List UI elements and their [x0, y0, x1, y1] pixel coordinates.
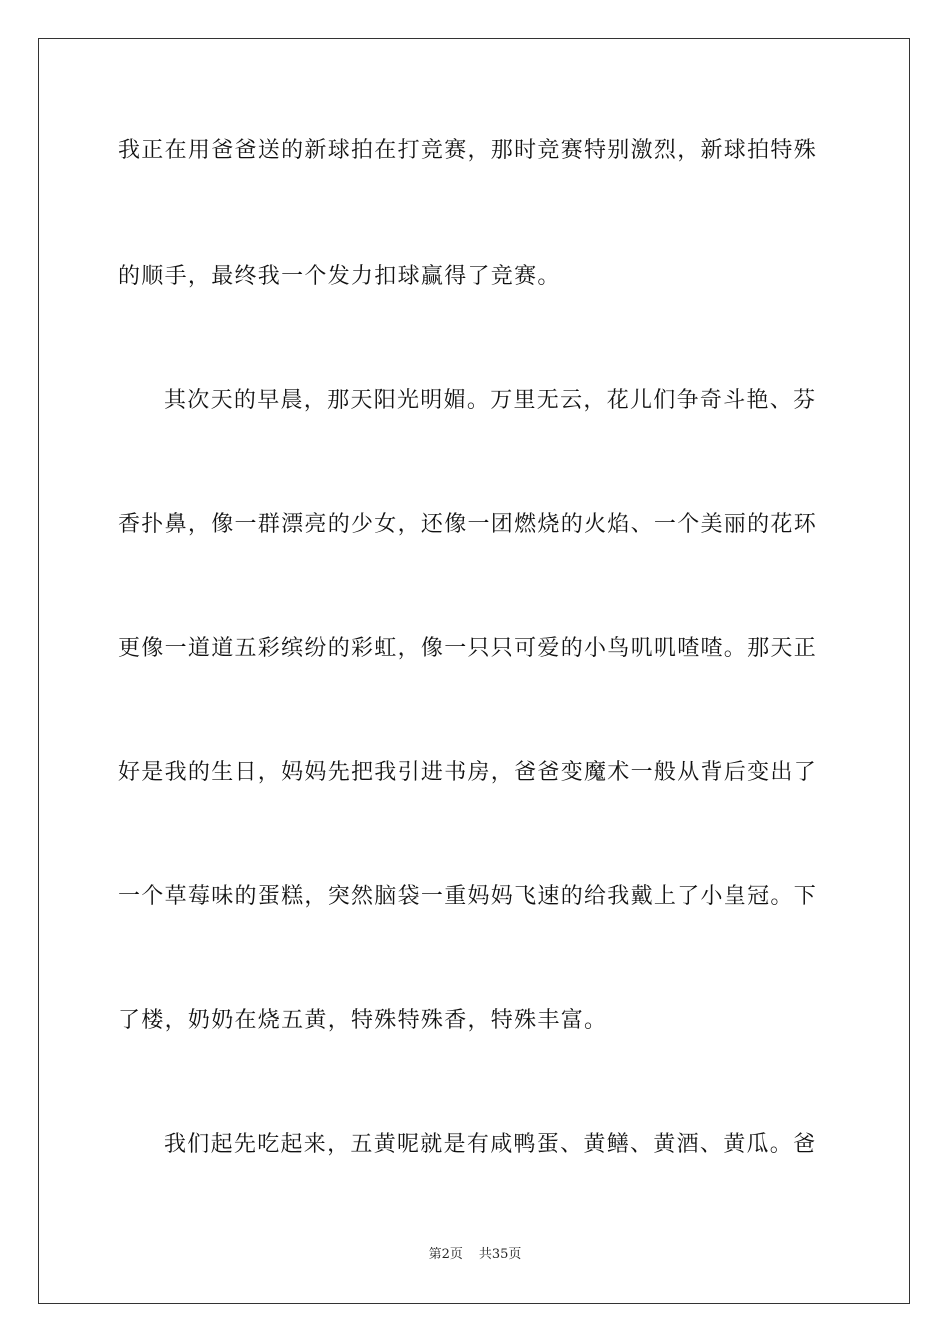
total-pages: 共35页 [478, 1247, 522, 1262]
text-line-6: 好是我的生日，妈妈先把我引进书房，爸爸变魔术一般从背后变出了 [118, 760, 818, 785]
text-line-3-paragraph-start: 其次天的早晨，那天阳光明媚。万里无云，花儿们争奇斗艳、芬 [164, 388, 817, 413]
page-footer [0, 1246, 950, 1264]
text-line-2: 的顺手，最终我一个发力扣球赢得了竞赛。 [118, 264, 561, 289]
page-border [38, 38, 910, 1304]
text-line-8: 了楼，奶奶在烧五黄，特殊特殊香，特殊丰富。 [118, 1008, 608, 1033]
page-number: 第2页 [428, 1247, 463, 1262]
text-line-4: 香扑鼻，像一群漂亮的少女，还像一团燃烧的火焰、一个美丽的花环 [118, 512, 818, 537]
text-line-9-paragraph-start: 我们起先吃起来，五黄呢就是有咸鸭蛋、黄鳝、黄酒、黄瓜。爸 [164, 1132, 817, 1157]
text-line-5: 更像一道道五彩缤纷的彩虹，像一只只可爱的小鸟叽叽喳喳。那天正 [118, 636, 818, 661]
text-line-1: 我正在用爸爸送的新球拍在打竞赛，那时竞赛特别激烈，新球拍特殊 [118, 138, 818, 163]
text-line-7: 一个草莓味的蛋糕，突然脑袋一重妈妈飞速的给我戴上了小皇冠。下 [118, 884, 818, 909]
